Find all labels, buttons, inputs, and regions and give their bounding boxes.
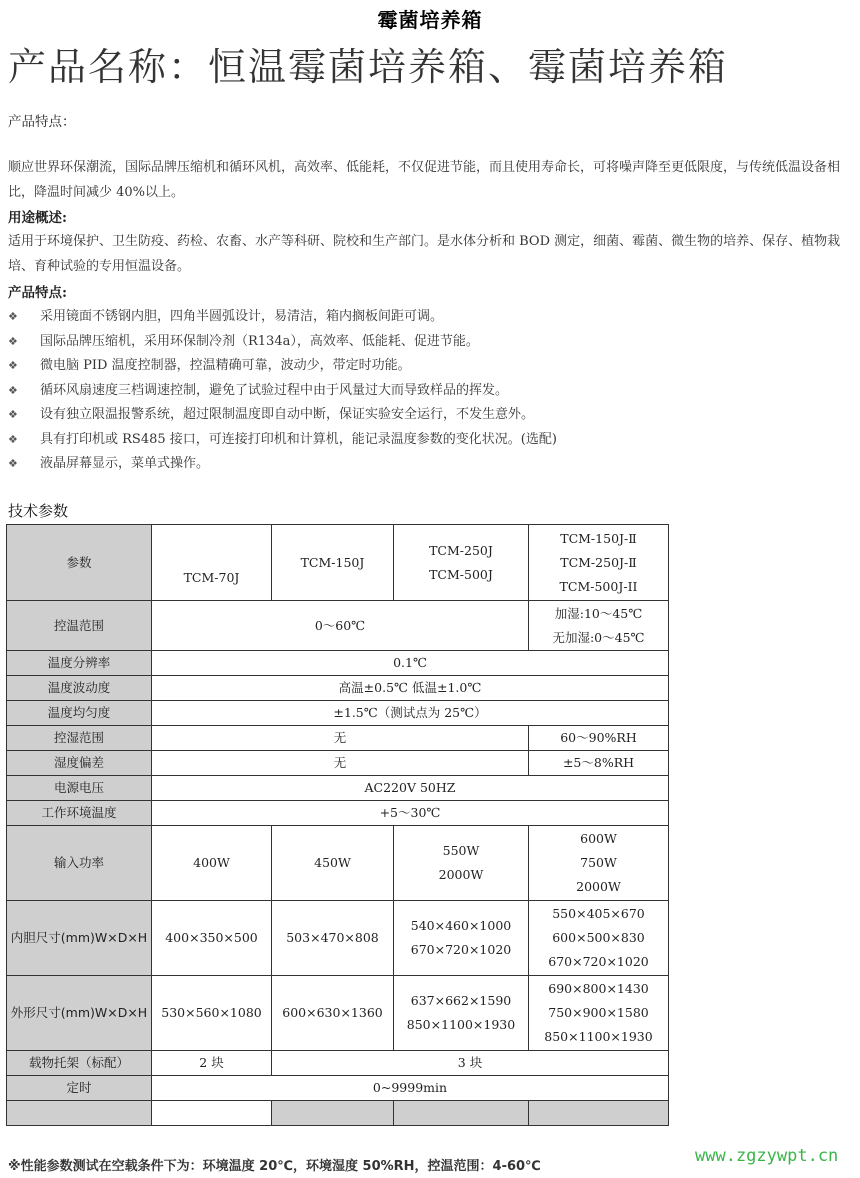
value-cell: ±5～8%RH xyxy=(529,751,669,776)
table-row xyxy=(7,901,669,976)
model-cell: TCM-150J-Ⅱ TCM-250J-Ⅱ TCM-500J-II xyxy=(529,525,669,601)
value-cell: 加湿:10～45℃ 无加湿:0～45℃ xyxy=(529,601,669,651)
value-cell: 60～90%RH xyxy=(529,726,669,751)
usage-paragraph: 适用于环境保护、卫生防疫、药检、农畜、水产等科研、院校和生产部门。是水体分析和 BOD 测定，细菌、霉菌、微生物的培养、保存、植物栽培、育种试验的专用恒温设备。 xyxy=(8,234,841,274)
table-row xyxy=(7,976,669,1051)
feature-item: ❖ 国际品牌压缩机，采用环保制冷剂（R134a），高效率、低能耗、促进节能。 xyxy=(8,330,848,355)
row-label: 输入功率 xyxy=(7,826,152,901)
intro-paragraph: 顺应世界环保潮流，国际品牌压缩机和循环风机，高效率、低能耗，不仅促进节能，而且使用寿命长，可将噪声降至更低限度，与传统低温设备相比，降温时间减少 40%以上。 xyxy=(8,160,841,200)
row-label: 温度波动度 xyxy=(7,676,152,701)
value-cell: 550W 2000W xyxy=(394,826,529,901)
table-row xyxy=(7,1101,669,1126)
row-label: 定时 xyxy=(7,1076,152,1101)
table-row xyxy=(7,726,669,751)
diamond-bullet-icon: ❖ xyxy=(8,359,18,372)
model-cell: TCM-250J TCM-500J xyxy=(394,525,529,601)
table-row xyxy=(7,525,669,601)
table-row xyxy=(7,701,669,726)
diamond-bullet-icon: ❖ xyxy=(8,383,18,397)
diamond-bullet-icon: ❖ xyxy=(8,408,18,421)
table-row xyxy=(7,1051,669,1076)
table-row xyxy=(7,676,669,701)
header-label-cell: 参数 xyxy=(7,525,152,601)
feature-item: ❖ 采用镜面不锈钢内胆，四角半圆弧设计，易清洁，箱内搁板间距可调。 xyxy=(8,305,848,330)
value-cell: 无 xyxy=(152,751,529,776)
diamond-bullet-icon: ❖ xyxy=(8,334,18,348)
feature-item: ❖ 具有打印机或 RS485 接口，可连接打印机和计算机，能记录温度参数的变化状况。(选配) xyxy=(8,428,848,453)
value-cell: 0.1℃ xyxy=(152,651,669,676)
value-cell: 637×662×1590 850×1100×1930 xyxy=(394,976,529,1051)
empty-cell xyxy=(152,1101,272,1126)
feature-item: ❖ 循环风扇速度三档调速控制，避免了试验过程中由于风量过大而导致样品的挥发。 xyxy=(8,379,848,404)
test-conditions-note: ※性能参数测试在空载条件下为：环境温度 20℃，环境湿度 50%RH，控温范围：4-60℃ xyxy=(8,1159,541,1174)
value-cell: 2 块 xyxy=(152,1051,272,1076)
feature-item: ❖ 设有独立限温报警系统，超过限制温度即自动中断，保证实验安全运行，不发生意外。 xyxy=(8,403,848,428)
value-cell: ±1.5℃（测试点为 25℃） xyxy=(152,701,669,726)
row-label: 温度均匀度 xyxy=(7,701,152,726)
empty-cell xyxy=(529,1101,669,1126)
site-watermark: www.zgzywpt.cn xyxy=(695,1146,839,1166)
row-label: 外形尺寸(mm)W×D×H xyxy=(7,976,152,1051)
features-heading: 产品特点： xyxy=(8,114,76,130)
table-row xyxy=(7,801,669,826)
table-row xyxy=(7,651,669,676)
features-heading-2: 产品特点: xyxy=(8,285,67,301)
empty-cell xyxy=(272,1101,394,1126)
value-cell: 0～60℃ xyxy=(152,601,529,651)
spec-table xyxy=(6,524,669,1126)
row-label: 内胆尺寸(mm)W×D×H xyxy=(7,901,152,976)
table-row xyxy=(7,1076,669,1101)
value-cell: 3 块 xyxy=(272,1051,669,1076)
diamond-bullet-icon: ❖ xyxy=(8,432,18,446)
row-label: 工作环境温度 xyxy=(7,801,152,826)
value-cell: 690×800×1430 750×900×1580 850×1100×1930 xyxy=(529,976,669,1051)
diamond-bullet-icon: ❖ xyxy=(8,310,18,323)
empty-cell xyxy=(394,1101,529,1126)
page-heading: 霉菌培养箱 xyxy=(377,8,483,32)
value-cell: 600×630×1360 xyxy=(272,976,394,1051)
row-label: 湿度偏差 xyxy=(7,751,152,776)
table-row xyxy=(7,601,669,651)
empty-cell xyxy=(7,1101,152,1126)
model-cell: TCM-150J xyxy=(272,525,394,601)
value-cell: 540×460×1000 670×720×1020 xyxy=(394,901,529,976)
value-cell: 高温±0.5℃ 低温±1.0℃ xyxy=(152,676,669,701)
spec-heading: 技术参数 xyxy=(8,502,69,520)
product-name-title: 产品名称：恒温霉菌培养箱、霉菌培养箱 xyxy=(8,45,729,89)
value-cell: AC220V 50HZ xyxy=(152,776,669,801)
table-row xyxy=(7,751,669,776)
value-cell: 530×560×1080 xyxy=(152,976,272,1051)
row-label: 控湿范围 xyxy=(7,726,152,751)
usage-heading: 用途概述: xyxy=(8,210,67,226)
diamond-bullet-icon: ❖ xyxy=(8,457,18,470)
value-cell: +5～30℃ xyxy=(152,801,669,826)
table-row xyxy=(7,776,669,801)
value-cell: 0~9999min xyxy=(152,1076,669,1101)
feature-list xyxy=(8,305,848,477)
value-cell: 450W xyxy=(272,826,394,901)
row-label: 温度分辨率 xyxy=(7,651,152,676)
row-label: 电源电压 xyxy=(7,776,152,801)
feature-item: ❖ 微电脑 PID 温度控制器，控温精确可靠，波动少，带定时功能。 xyxy=(8,354,848,379)
feature-item: ❖ 液晶屏幕显示，菜单式操作。 xyxy=(8,452,848,477)
value-cell: 600W 750W 2000W xyxy=(529,826,669,901)
row-label: 载物托架（标配） xyxy=(7,1051,152,1076)
row-label: 控温范围 xyxy=(7,601,152,651)
table-row xyxy=(7,826,669,901)
model-cell: TCM-70J xyxy=(152,525,272,601)
value-cell: 400×350×500 xyxy=(152,901,272,976)
value-cell: 无 xyxy=(152,726,529,751)
value-cell: 400W xyxy=(152,826,272,901)
value-cell: 503×470×808 xyxy=(272,901,394,976)
value-cell: 550×405×670 600×500×830 670×720×1020 xyxy=(529,901,669,976)
